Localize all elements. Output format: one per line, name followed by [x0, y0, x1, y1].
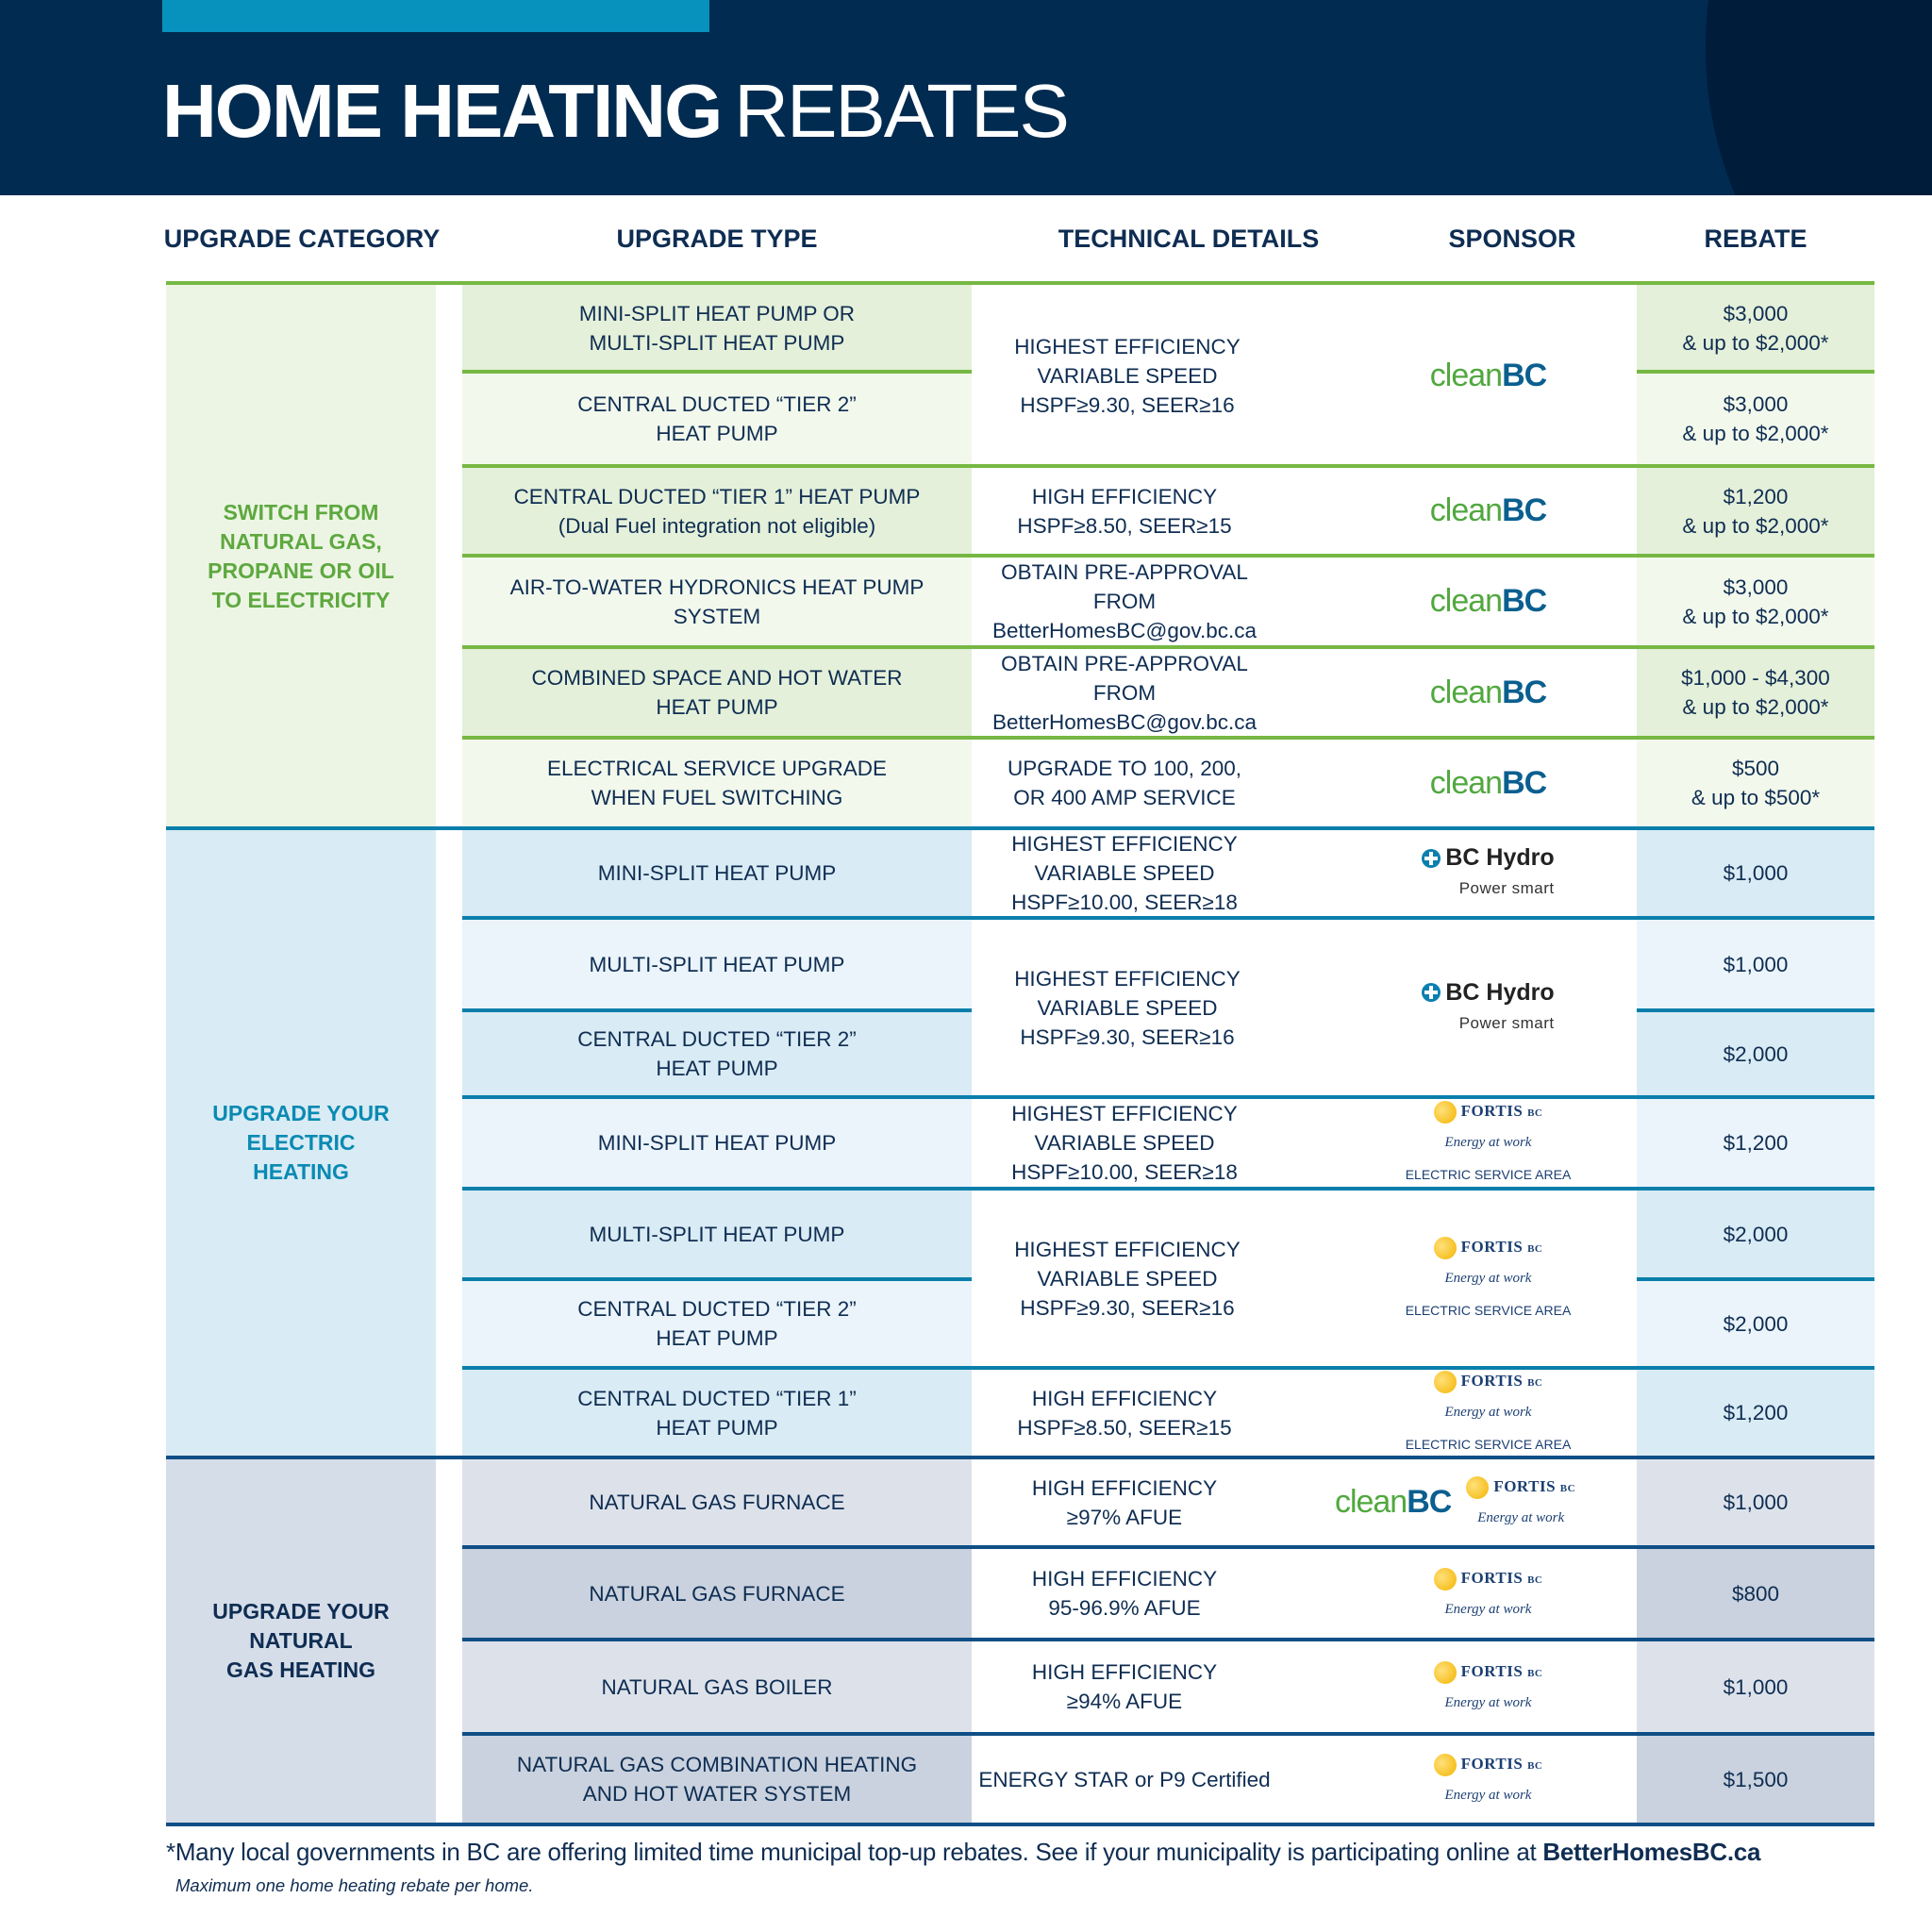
rebate-r9: $2,000	[1637, 1010, 1874, 1097]
technical-details-r7: HIGHEST EFFICIENCY VARIABLE SPEED HSPF≥10.00, SEER≥18	[972, 828, 1283, 918]
technical-details-r89_details: HIGHEST EFFICIENCY VARIABLE SPEED HSPF≥9.30, SEER≥16	[972, 918, 1283, 1097]
upgrade-type-r17: NATURAL GAS COMBINATION HEATING AND HOT WATER SYSTEM	[462, 1734, 972, 1824]
technical-details-r13: HIGH EFFICIENCY HSPF≥8.50, SEER≥15	[972, 1368, 1283, 1457]
column-header-details: TECHNICAL DETAILS	[1058, 225, 1320, 253]
rebate-r3: $1,200 & up to $2,000*	[1637, 466, 1874, 556]
page-title: HOME HEATING REBATES	[162, 69, 1068, 153]
rebate-r16: $1,000	[1637, 1640, 1874, 1734]
upgrade-type-r15: NATURAL GAS FURNACE	[462, 1547, 972, 1640]
category-label-gas: UPGRADE YOUR NATURAL GAS HEATING	[212, 1599, 390, 1682]
technical-details-r17: ENERGY STAR or P9 Certified	[972, 1734, 1283, 1824]
upgrade-type-r3: CENTRAL DUCTED “TIER 1” HEAT PUMP (Dual Fuel integration not eligible)	[462, 466, 972, 556]
category-label-electric: UPGRADE YOUR ELECTRIC HEATING	[212, 1101, 390, 1184]
technical-details-r10: HIGHEST EFFICIENCY VARIABLE SPEED HSPF≥10.00, SEER≥18	[972, 1097, 1283, 1189]
rule-partial	[1637, 370, 1874, 374]
rebate-r17: $1,500	[1637, 1734, 1874, 1824]
upgrade-type-r10: MINI-SPLIT HEAT PUMP	[462, 1097, 972, 1189]
rebate-r7: $1,000	[1637, 828, 1874, 918]
rule-header	[166, 281, 1874, 285]
sponsor-r6	[1340, 738, 1637, 828]
upgrade-type-r6: ELECTRICAL SERVICE UPGRADE WHEN FUEL SWITCHING	[462, 738, 972, 828]
technical-details-r15: HIGH EFFICIENCY 95-96.9% AFUE	[972, 1547, 1283, 1640]
upgrade-type-r14: NATURAL GAS FURNACE	[462, 1457, 972, 1547]
upgrade-type-r9: CENTRAL DUCTED “TIER 2” HEAT PUMP	[462, 1010, 972, 1097]
rebate-r1: $3,000 & up to $2,000*	[1637, 285, 1874, 372]
rule-row	[462, 464, 1874, 468]
fortisbc-logo: FORTIS BC Energy at work	[1434, 1749, 1543, 1810]
rule-row	[462, 1732, 1874, 1736]
column-header-category: UPGRADE CATEGORY	[163, 225, 441, 253]
rule-row	[462, 916, 1874, 920]
rebate-r13: $1,200	[1637, 1368, 1874, 1457]
upgrade-type-r16: NATURAL GAS BOILER	[462, 1640, 972, 1734]
rule-partial	[1637, 1008, 1874, 1012]
bchydro-logo: BC Hydro Power smart	[1422, 978, 1554, 1038]
rule-row	[462, 1187, 1874, 1191]
cleanbc-logo: cleanBC	[1429, 674, 1547, 710]
upgrade-type-r5: COMBINED SPACE AND HOT WATER HEAT PUMP	[462, 647, 972, 738]
header-banner	[0, 0, 1932, 195]
technical-details-r6: UPGRADE TO 100, 200, OR 400 AMP SERVICE	[972, 738, 1283, 828]
technical-details-r1112_details: HIGHEST EFFICIENCY VARIABLE SPEED HSPF≥9.30, SEER≥16	[972, 1189, 1283, 1368]
sponsor-r13	[1340, 1368, 1637, 1457]
rebate-r14: $1,000	[1637, 1457, 1874, 1547]
rebate-r10: $1,200	[1637, 1097, 1874, 1189]
rule-section	[166, 826, 1874, 830]
upgrade-type-r4: AIR-TO-WATER HYDRONICS HEAT PUMP SYSTEM	[462, 556, 972, 647]
rule-row	[462, 736, 1874, 740]
rule-partial	[462, 1008, 972, 1012]
technical-details-r14: HIGH EFFICIENCY ≥97% AFUE	[972, 1457, 1283, 1547]
sponsor-r7	[1340, 828, 1637, 918]
sponsor-r15	[1340, 1547, 1637, 1640]
rebate-r11: $2,000	[1637, 1189, 1874, 1279]
upgrade-type-r13: CENTRAL DUCTED “TIER 1” HEAT PUMP	[462, 1368, 972, 1457]
cleanbc-logo: cleanBC	[1334, 1484, 1452, 1520]
rebate-r6: $500 & up to $500*	[1637, 738, 1874, 828]
fortisbc-logo: FORTIS BC Energy at work	[1466, 1472, 1575, 1533]
upgrade-type-r7: MINI-SPLIT HEAT PUMP	[462, 828, 972, 918]
rule-row	[462, 1638, 1874, 1641]
sponsor-r16	[1340, 1640, 1637, 1734]
column-header-type: UPGRADE TYPE	[616, 225, 818, 253]
sponsor-r14	[1334, 1457, 1637, 1547]
technical-details-r5: OBTAIN PRE-APPROVAL FROM BetterHomesBC@gov.bc.ca	[972, 647, 1283, 738]
sponsor-r12_details	[1340, 285, 1637, 466]
rule-row	[462, 554, 1874, 558]
sponsor-r17	[1340, 1734, 1637, 1824]
rebate-r5: $1,000 - $4,300 & up to $2,000*	[1637, 647, 1874, 738]
rule-partial	[462, 370, 972, 374]
rebate-r12: $2,000	[1637, 1279, 1874, 1368]
upgrade-type-r1: MINI-SPLIT HEAT PUMP OR MULTI-SPLIT HEAT PUMP	[462, 285, 972, 372]
cleanbc-logo: cleanBC	[1429, 492, 1547, 528]
rule-row	[462, 645, 1874, 649]
accent-bar	[162, 0, 709, 32]
sponsor-r4	[1340, 556, 1637, 647]
column-header-rebate: REBATE	[1704, 225, 1807, 253]
cleanbc-logo: cleanBC	[1429, 583, 1547, 619]
betterhomes-link[interactable]: BetterHomesBC.ca	[1542, 1838, 1761, 1866]
fortisbc-logo: FORTIS BC Energy at work ELECTRIC SERVICE AREA	[1405, 1372, 1572, 1452]
upgrade-type-r2: CENTRAL DUCTED “TIER 2” HEAT PUMP	[462, 372, 972, 466]
fortisbc-logo: FORTIS BC Energy at work ELECTRIC SERVICE AREA	[1405, 1102, 1572, 1182]
rebate-r8: $1,000	[1637, 918, 1874, 1010]
rule-partial	[1637, 1277, 1874, 1281]
rule-section	[166, 1456, 1874, 1459]
upgrade-type-r11: MULTI-SPLIT HEAT PUMP	[462, 1189, 972, 1279]
rule-row	[462, 1545, 1874, 1549]
upgrade-type-r8: MULTI-SPLIT HEAT PUMP	[462, 918, 972, 1010]
rebate-r2: $3,000 & up to $2,000*	[1637, 372, 1874, 466]
footnote: *Many local governments in BC are offering limited time municipal top-up rebates. See if your municipality is participating online at BetterHomesBC.ca	[166, 1838, 1761, 1866]
rule-partial	[462, 1277, 972, 1281]
technical-details-r4: OBTAIN PRE-APPROVAL FROM BetterHomesBC@gov.bc.ca	[972, 556, 1283, 647]
rule-bottom	[166, 1823, 1874, 1826]
upgrade-type-r12: CENTRAL DUCTED “TIER 2” HEAT PUMP	[462, 1279, 972, 1368]
sponsor-r10	[1340, 1097, 1637, 1189]
decorative-swoosh	[1706, 0, 1932, 195]
footnote-note: Maximum one home heating rebate per home.	[175, 1875, 534, 1895]
bchydro-logo: BC Hydro Power smart	[1422, 843, 1554, 903]
technical-details-r12_details: HIGHEST EFFICIENCY VARIABLE SPEED HSPF≥9.30, SEER≥16	[972, 285, 1283, 466]
category-label-switch: SWITCH FROM NATURAL GAS, PROPANE OR OIL TO ELECTRICITY	[208, 500, 394, 612]
technical-details-r3: HIGH EFFICIENCY HSPF≥8.50, SEER≥15	[972, 466, 1283, 556]
fortisbc-logo: FORTIS BC Energy at work	[1434, 1563, 1543, 1624]
fortisbc-logo: FORTIS BC Energy at work ELECTRIC SERVICE AREA	[1405, 1237, 1572, 1318]
rebate-r15: $800	[1637, 1547, 1874, 1640]
sponsor-r5	[1340, 647, 1637, 738]
rule-row	[462, 1095, 1874, 1099]
sponsor-r3	[1340, 466, 1637, 556]
sponsor-r89_details	[1340, 918, 1637, 1097]
technical-details-r16: HIGH EFFICIENCY ≥94% AFUE	[972, 1640, 1283, 1734]
rebate-r4: $3,000 & up to $2,000*	[1637, 556, 1874, 647]
cleanbc-logo: cleanBC	[1429, 357, 1547, 393]
fortisbc-logo: FORTIS BC Energy at work	[1434, 1657, 1543, 1718]
column-header-sponsor: SPONSOR	[1448, 225, 1576, 253]
sponsor-r1112_details	[1340, 1189, 1637, 1368]
cleanbc-logo: cleanBC	[1429, 764, 1547, 801]
rule-row	[462, 1366, 1874, 1370]
